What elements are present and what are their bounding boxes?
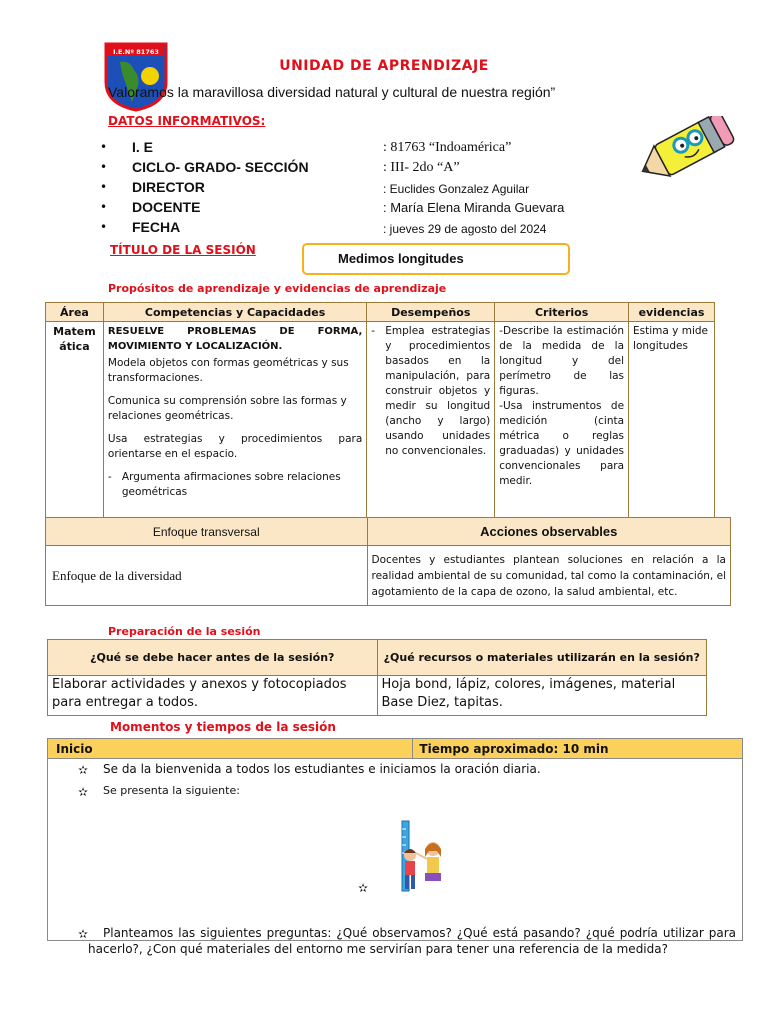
children-measuring-image: [394, 819, 450, 895]
propositos-heading: Propósitos de aprendizaje y evidencias de aprendizaje: [108, 282, 447, 295]
bullet: •: [100, 200, 108, 214]
enfoque-row: [46, 546, 731, 606]
info-value: : Euclides Gonzalez Aguilar: [383, 182, 530, 196]
logo-text: I.E.Nº 81763: [113, 48, 159, 56]
datos-heading: DATOS INFORMATIVOS:: [108, 114, 266, 128]
momento-item-3: Planteamos las siguientes preguntas: ¿Qué observamos? ¿Qué está pasando? ¿qué podría utilizar para hacerlo?, ¿Con qué materiales del entorno me servirían para tener una referencia de la medida?: [88, 926, 736, 956]
info-value: : jueves 29 de agosto del 2024: [383, 222, 547, 236]
table-row: [46, 322, 715, 518]
competencias-cell: [103, 322, 366, 518]
inicio-label: Inicio: [48, 739, 413, 759]
momentos-heading: Momentos y tiempos de la sesión: [110, 720, 336, 734]
document-subtitle: Valoramos la maravillosa diversidad natural y cultural de nuestra región”: [108, 84, 556, 100]
session-title-label: TÍTULO DE LA SESIÓN: [110, 243, 256, 257]
preparacion-header-right: ¿Qué recursos o materiales utilizarán en la sesión?: [377, 640, 706, 676]
momentos-header-row: [48, 739, 743, 759]
preparacion-right: Hoja bond, lápiz, colores, imágenes, material Base Diez, tapitas.: [377, 676, 706, 716]
criterios-cell: [495, 322, 629, 518]
info-row-fecha: [100, 219, 620, 239]
info-row-ciclo: [100, 159, 620, 179]
momento-item-2: Se presenta la siguiente:: [103, 784, 240, 797]
tiempo-label: Tiempo aproximado: 10 min: [413, 739, 743, 759]
session-title-box: [302, 243, 570, 275]
info-row-director: [100, 179, 620, 199]
star-icon: ✫: [358, 881, 369, 895]
evidencias-cell: Estima y mide longitudes: [629, 322, 715, 518]
enfoque-header-row: [46, 518, 731, 546]
star-icon: ✫: [78, 927, 89, 941]
desempeno-text: Emplea estrategias y procedimientos basados en la manipulación, para construir objetos y medir su longitud (ancho y largo) usando unidades no convencionales.: [385, 325, 491, 457]
column-header: evidencias: [629, 303, 715, 322]
session-title: Medimos longitudes: [338, 251, 464, 266]
desempeno-cell: - Emplea estrategias y procedimientos basados en la manipulación, para construir objetos y medir su longitud (ancho y largo) usando unidades no convencionales.: [367, 322, 495, 518]
star-icon: ✫: [78, 785, 89, 799]
info-value: : 81763 “Indoamérica”: [383, 140, 512, 155]
document-title: UNIDAD DE APRENDIZAJE: [279, 58, 489, 74]
info-label: FECHA: [132, 219, 181, 235]
preparacion-header-row: [48, 640, 707, 676]
pencil-mascot-image: [636, 116, 748, 208]
bullet: •: [100, 220, 108, 234]
criterio-1: -Describe la estimación de la medida de la longitud y del perímetro de las figuras.: [499, 325, 625, 397]
column-header: Área: [46, 303, 104, 322]
bullet: •: [100, 160, 108, 174]
competencia-text: RESUELVE PROBLEMAS DE FORMA, MOVIMIENTO Y LOCALIZACIÓN.: [107, 326, 363, 352]
enfoque-left: Enfoque de la diversidad: [46, 546, 368, 606]
capacidad-4-text: Argumenta afirmaciones sobre relaciones geométricas: [121, 471, 341, 498]
area-cell: Matemática: [46, 322, 104, 518]
star-icon: ✫: [78, 763, 89, 777]
bullet: •: [100, 180, 108, 194]
table-header-row: [46, 303, 715, 322]
capacidad-1: Modela objetos con formas geométricas y sus transformaciones.: [107, 357, 349, 384]
preparacion-left: Elaborar actividades y anexos y fotocopiados para entregar a todos.: [48, 676, 378, 716]
propositos-table: [45, 302, 715, 518]
momentos-table: [47, 738, 743, 956]
info-value: : III- 2do “A”: [383, 160, 460, 175]
capacidad-3: Usa estrategias y procedimientos para orientarse en el espacio.: [107, 433, 363, 460]
capacidad-2: Comunica su comprensión sobre las formas y relaciones geométricas.: [107, 395, 347, 422]
school-logo: [104, 42, 168, 112]
info-row-ie: [100, 139, 620, 159]
enfoque-table: [45, 517, 731, 606]
momento-item-1: Se da la bienvenida a todos los estudiantes e iniciamos la oración diaria.: [103, 762, 541, 776]
info-list: [100, 139, 620, 239]
bullet: •: [100, 140, 108, 154]
criterio-2: -Usa instrumentos de medición (cinta métrica o reglas graduadas) y unidades convencionales para medir.: [499, 400, 625, 487]
preparacion-heading: Preparación de la sesión: [108, 625, 261, 638]
info-value: : María Elena Miranda Guevara: [383, 200, 565, 215]
preparacion-row: [48, 676, 707, 716]
preparacion-header-left: ¿Qué se debe hacer antes de la sesión?: [48, 640, 378, 676]
info-label: I. E: [132, 139, 154, 155]
column-header: Competencias y Capacidades: [103, 303, 366, 322]
column-header: Criterios: [495, 303, 629, 322]
enfoque-header-right: Acciones observables: [367, 518, 731, 546]
column-header: Desempeños: [367, 303, 495, 322]
info-label: CICLO- GRADO- SECCIÓN: [132, 159, 309, 175]
momentos-content: [48, 759, 743, 956]
info-label: DOCENTE: [132, 199, 201, 215]
info-row-docente: [100, 199, 620, 219]
preparacion-table: [47, 639, 707, 716]
momentos-content-row: [48, 759, 743, 941]
enfoque-right: Docentes y estudiantes plantean soluciones en relación a la realidad ambiental de su comunidad, tal como la contaminación, el agotamiento de la capa de ozono, la salud ambiental, etc.: [367, 546, 731, 606]
enfoque-header-left: Enfoque transversal: [46, 518, 368, 546]
info-label: DIRECTOR: [132, 179, 205, 195]
capacidad-4: - Argumenta afirmaciones sobre relaciones geométricas: [107, 471, 341, 498]
